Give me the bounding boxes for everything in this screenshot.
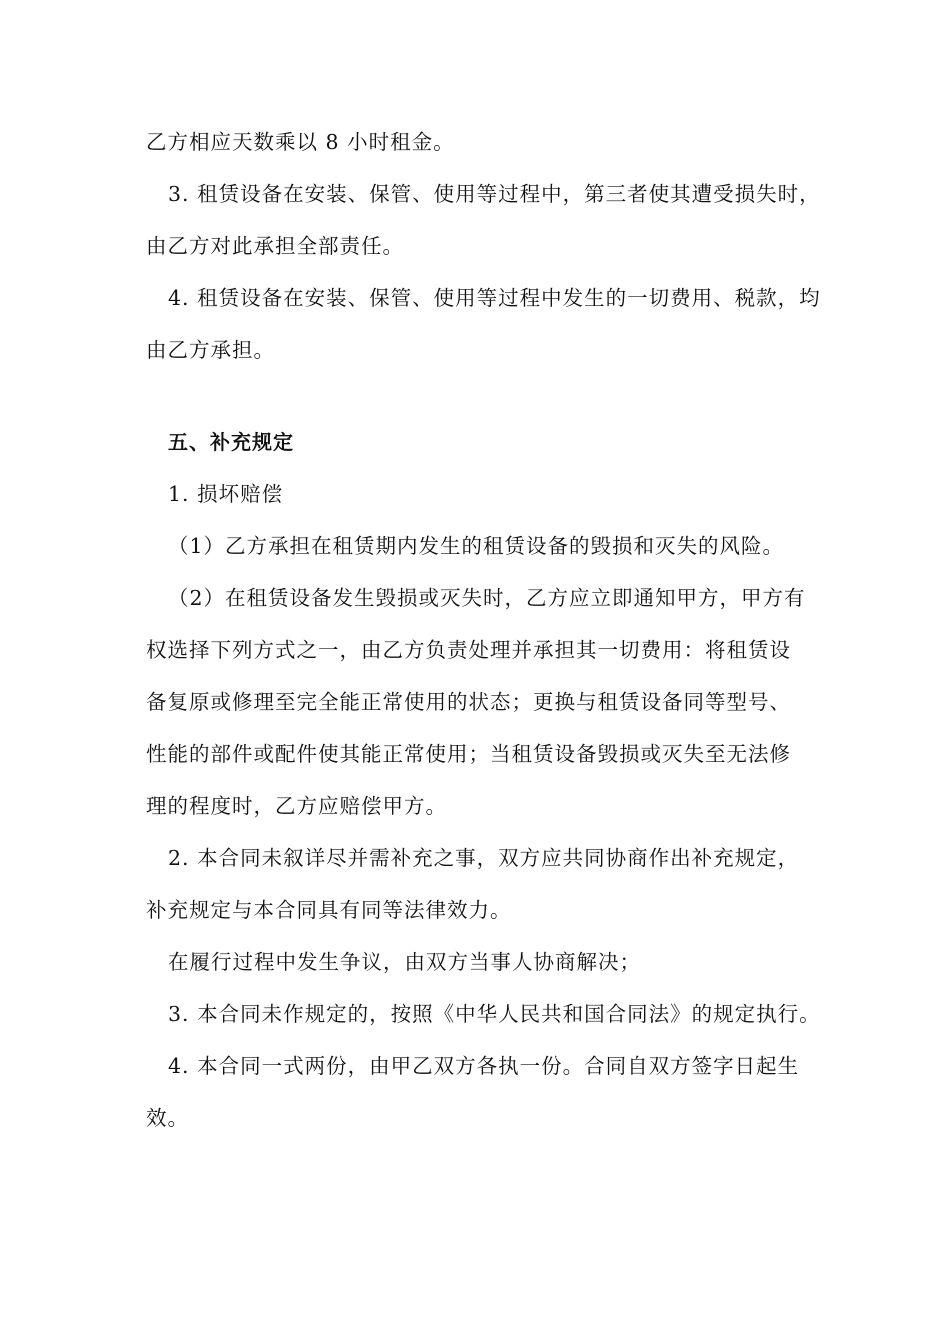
clause-3: 3. 租赁设备在安装、保管、使用等过程中，第三者使其遭受损失时， [168, 182, 821, 206]
subsection-title: 1. 损坏赔偿 [168, 482, 284, 506]
text-line: 乙方相应天数乘以 8 小时租金。 [146, 130, 455, 154]
clause-2: 2. 本合同未叙详尽并需补充之事，双方应共同协商作出补充规定， [168, 846, 800, 870]
text-line: 权选择下列方式之一，由乙方负责处理并承担其一切费用：将租赁设 [146, 638, 791, 662]
clause-4: 4. 租赁设备在安装、保管、使用等过程中发生的一切费用、税款，均 [168, 286, 821, 310]
text-line: 性能的部件或配件使其能正常使用；当租赁设备毁损或灭失至无法修 [146, 742, 791, 766]
text-line: 备复原或修理至完全能正常使用的状态；更换与租赁设备同等型号、 [146, 690, 791, 714]
text-line: 在履行过程中发生争议，由双方当事人协商解决； [168, 950, 641, 974]
text-line: 效。 [146, 1106, 189, 1130]
text-line: 理的程度时，乙方应赔偿甲方。 [146, 794, 447, 818]
item-2: （2）在租赁设备发生毁损或灭失时，乙方应立即通知甲方，甲方有 [168, 586, 806, 610]
section-heading: 五、补充规定 [168, 430, 294, 454]
text-line: 补充规定与本合同具有同等法律效力。 [146, 898, 512, 922]
text-line: 由乙方对此承担全部责任。 [146, 234, 404, 258]
text-line: 由乙方承担。 [146, 338, 275, 362]
clause-3: 3. 本合同未作规定的，按照《中华人民共和国合同法》的规定执行。 [168, 1002, 821, 1026]
item-1: （1）乙方承担在租赁期内发生的租赁设备的毁损和灭失的风险。 [168, 534, 785, 558]
clause-4: 4. 本合同一式两份，由甲乙双方各执一份。合同自双方签字日起生 [168, 1054, 800, 1078]
